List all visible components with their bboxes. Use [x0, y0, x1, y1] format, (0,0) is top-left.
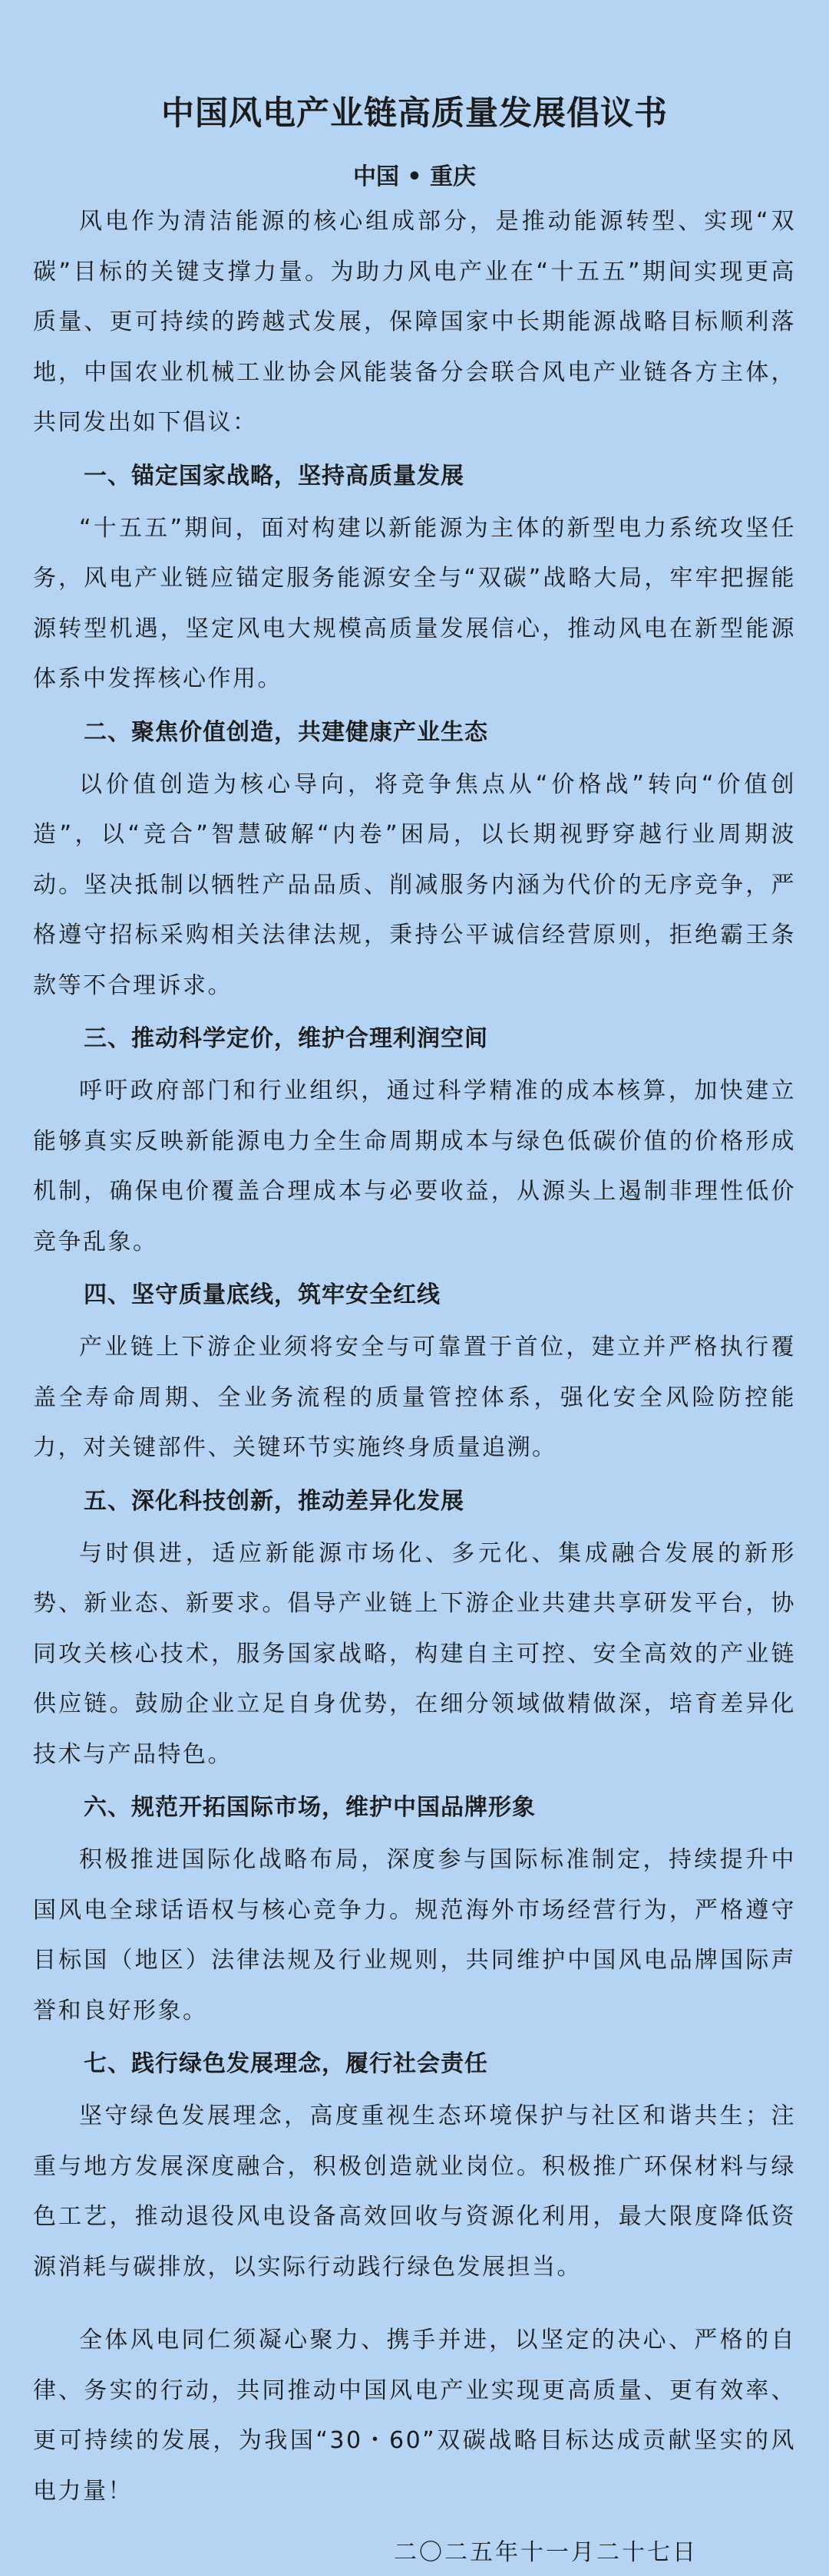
section-1 — [33, 451, 796, 704]
section-5 — [33, 1476, 796, 1780]
section-heading: 六、规范开拓国际市场，维护中国品牌形象 — [84, 1794, 536, 1821]
section-7 — [33, 2039, 796, 2292]
section-body: 以价值创造为核心导向，将竞争焦点从“价格战”转向“价值创造”，以“竞合”智慧破解“内卷”困局，以长期视野穿越行业周期波动。坚决抵制以牺牲产品品质、削减服务内涵为代价的无序竞争，严格遵守招标采购相关法律法规，秉持公平诚信经营原则，拒绝霸王条款等不合理诉求。 — [33, 770, 796, 999]
section-4 — [33, 1270, 796, 1473]
section-heading: 四、坚守质量底线，筑牢安全红线 — [84, 1281, 441, 1308]
section-6 — [33, 1783, 796, 2036]
section-body: “十五五”期间，面对构建以新能源为主体的新型电力系统攻坚任务，风电产业链应锚定服务能源安全与“双碳”战略大局，牢牢把握能源转型机遇，坚定风电大规模高质量发展信心，推动风电在新型能源体系中发挥核心作用。 — [33, 514, 796, 692]
section-heading: 五、深化科技创新，推动差异化发展 — [84, 1487, 464, 1515]
section-body: 与时俱进，适应新能源市场化、多元化、集成融合发展的新形势、新业态、新要求。倡导产业链上下游企业共建共享研发平台，协同攻关核心技术，服务国家战略，构建自主可控、安全高效的产业链供应链。鼓励企业立足自身优势，在细分领域做精做深，培育差异化技术与产品特色。 — [33, 1539, 796, 1768]
document-date: 二〇二五年十一月二十七日 — [394, 2539, 698, 2566]
intro-paragraph: 风电作为清洁能源的核心组成部分，是推动能源转型、实现“双碳”目标的关键支撑力量。为助力风电产业在“十五五”期间实现更高质量、更可持续的跨越式发展，保障国家中长期能源战略目标顺利落地，中国农业机械工业协会风能装备分会联合风电产业链各方主体，共同发出如下倡议： — [33, 208, 796, 436]
section-heading: 二、聚焦价值创造，共建健康产业生态 — [84, 718, 488, 746]
closing-paragraph: 全体风电同仁须凝心聚力、携手并进，以坚定的决心、严格的自律、务实的行动，共同推动中国风电产业实现更高质量、更有效率、更可持续的发展，为我国“30・60”双碳战略目标达成贡献坚实的风电力量！ — [33, 2327, 796, 2505]
section-heading: 三、推动科学定价，维护合理利润空间 — [84, 1025, 488, 1052]
section-body: 产业链上下游企业须将安全与可靠置于首位，建立并严格执行覆盖全寿命周期、全业务流程的质量管控体系，强化安全风险防控能力，对关键部件、关键环节实施终身质量追溯。 — [33, 1334, 796, 1461]
section-heading: 一、锚定国家战略，坚持高质量发展 — [84, 462, 464, 490]
section-3 — [33, 1014, 796, 1267]
section-heading: 七、践行绿色发展理念，履行社会责任 — [84, 2050, 488, 2077]
document-subtitle: 中国 • 重庆 — [352, 163, 477, 190]
document-title: 中国风电产业链高质量发展倡议书 — [161, 94, 668, 133]
section-body: 积极推进国际化战略布局，深度参与国际标准制定，持续提升中国风电全球话语权与核心竞争力。规范海外市场经营行为，严格遵守目标国（地区）法律法规及行业规则，共同维护中国风电品牌国际声誉和良好形象。 — [33, 1846, 796, 2024]
section-body: 呼吁政府部门和行业组织，通过科学精准的成本核算，加快建立能够真实反映新能源电力全生命周期成本与绿色低碳价值的价格形成机制，确保电价覆盖合理成本与必要收益，从源头上遏制非理性低价竞争乱象。 — [33, 1077, 796, 1255]
section-body: 坚守绿色发展理念，高度重视生态环境保护与社区和谐共生；注重与地方发展深度融合，积极创造就业岗位。积极推广环保材料与绿色工艺，推动退役风电设备高效回收与资源化利用，最大限度降低资源消耗与碳排放，以实际行动践行绿色发展担当。 — [33, 2103, 796, 2281]
section-2 — [33, 707, 796, 1011]
